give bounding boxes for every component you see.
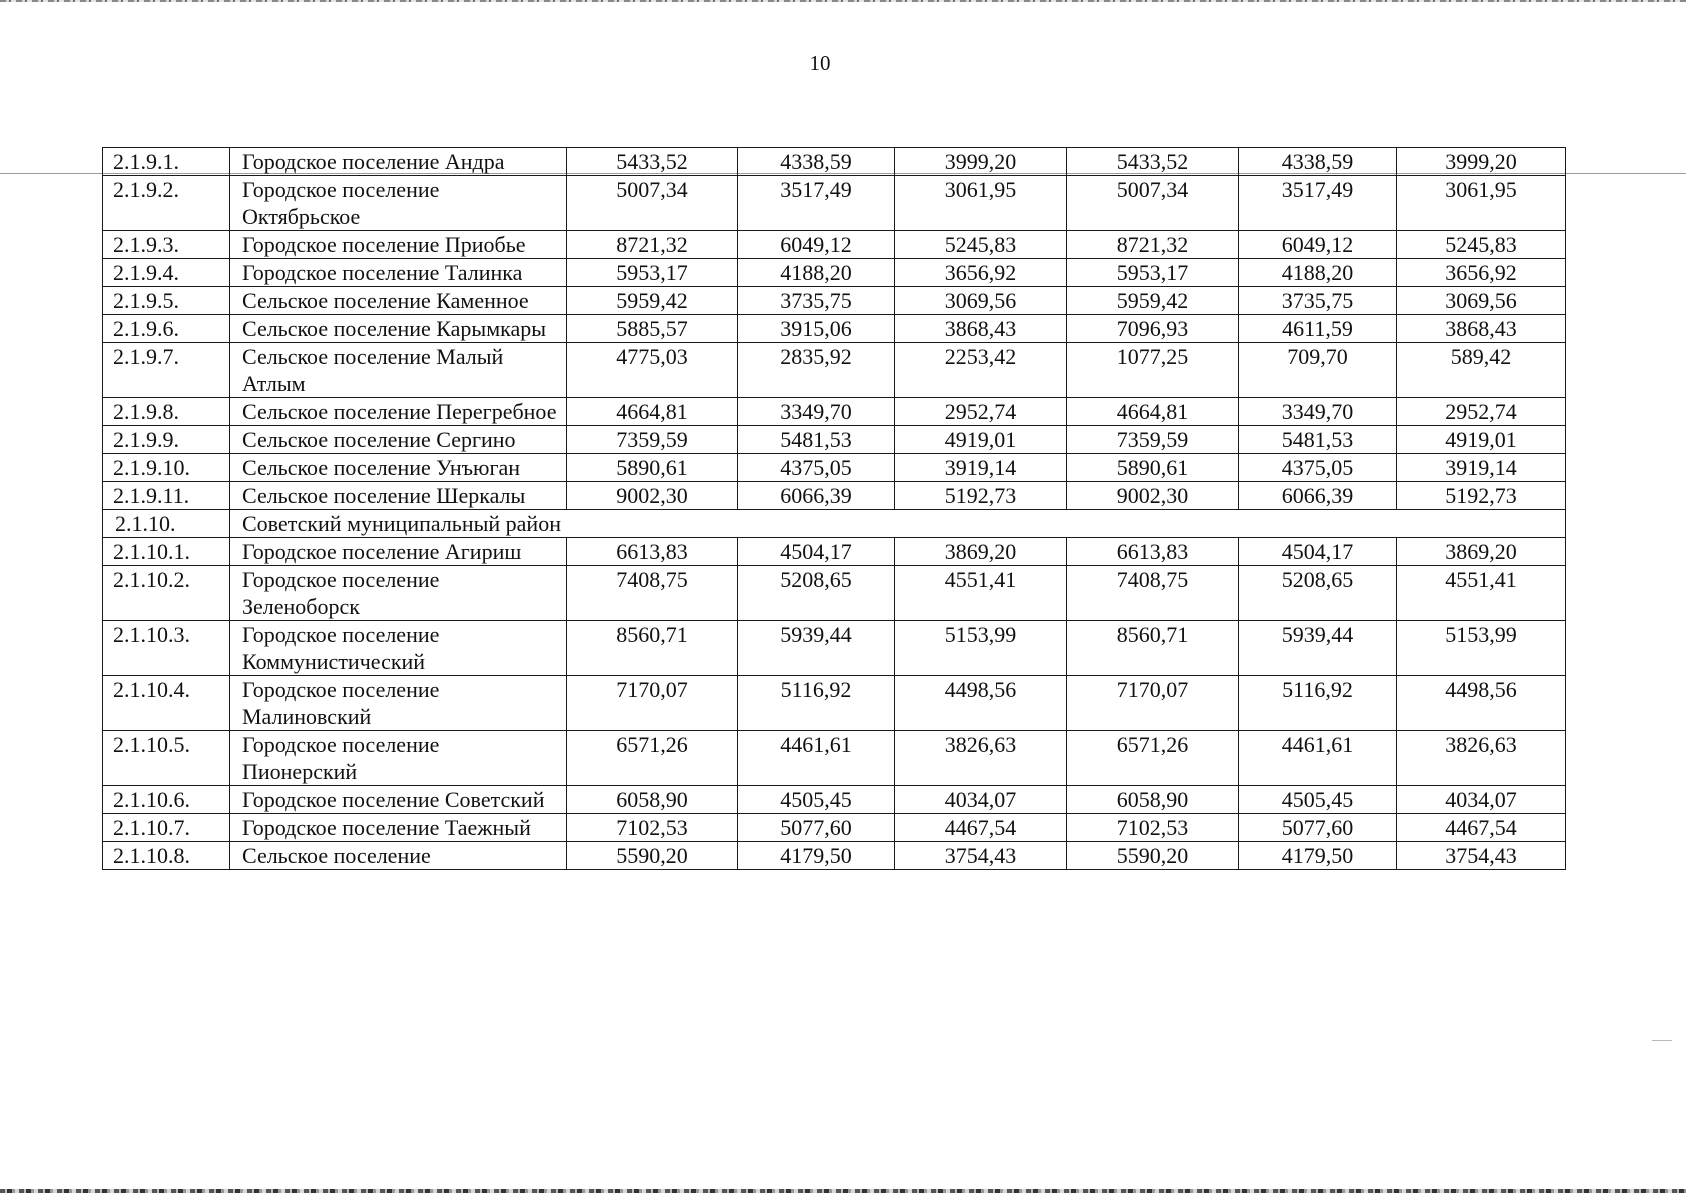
row-code: 2.1.9.10. [103,454,230,482]
settlement-name: Сельское поселение Унъюган [230,454,567,482]
settlement-name: Сельское поселение Карымкары [230,315,567,343]
value-cell: 5192,73 [1397,482,1566,510]
value-cell: 5890,61 [1067,454,1239,482]
value-cell: 7102,53 [567,814,738,842]
value-cell: 5245,83 [1397,231,1566,259]
value-cell: 3735,75 [1239,287,1397,315]
value-cell: 4504,17 [738,538,895,566]
row-code: 2.1.9.1. [103,148,230,176]
row-code: 2.1.9.4. [103,259,230,287]
table-row [103,398,1566,426]
value-cell: 5192,73 [895,482,1067,510]
page-number: 10 [809,51,831,75]
value-cell: 5153,99 [1397,621,1566,676]
value-cell: 5590,20 [567,842,738,870]
value-cell: 9002,30 [567,482,738,510]
value-cell: 2253,42 [895,343,1067,398]
value-cell: 6613,83 [567,538,738,566]
value-cell: 3915,06 [738,315,895,343]
value-cell: 6049,12 [1239,231,1397,259]
value-cell: 4461,61 [1239,731,1397,786]
table-row [103,482,1566,510]
value-cell: 7096,93 [1067,315,1239,343]
data-table [102,147,1566,870]
table-row [103,842,1566,870]
value-cell: 5116,92 [738,676,895,731]
settlement-name: Городское поселение Андра [230,148,567,176]
table-row [103,731,1566,786]
value-cell: 6049,12 [738,231,895,259]
row-code: 2.1.10.7. [103,814,230,842]
settlement-name: Городское поселение Таежный [230,814,567,842]
value-cell: 8721,32 [1067,231,1239,259]
value-cell: 4461,61 [738,731,895,786]
value-cell: 4919,01 [1397,426,1566,454]
row-code: 2.1.10.5. [103,731,230,786]
value-cell: 3517,49 [738,176,895,231]
settlement-name: Городское поселение Пионерский [230,731,567,786]
value-cell: 4467,54 [1397,814,1566,842]
row-code: 2.1.10.4. [103,676,230,731]
value-cell: 3869,20 [895,538,1067,566]
value-cell: 5007,34 [1067,176,1239,231]
table-row [103,814,1566,842]
value-cell: 4505,45 [738,786,895,814]
value-cell: 6066,39 [1239,482,1397,510]
value-cell: 5153,99 [895,621,1067,676]
value-cell: 5939,44 [1239,621,1397,676]
settlement-name: Сельское поселение Перегребное [230,398,567,426]
value-cell: 3868,43 [895,315,1067,343]
value-cell: 7170,07 [1067,676,1239,731]
value-cell: 3061,95 [895,176,1067,231]
table-row [103,676,1566,731]
value-cell: 4551,41 [895,566,1067,621]
row-code: 2.1.9.7. [103,343,230,398]
value-cell: 7408,75 [567,566,738,621]
value-cell: 5077,60 [1239,814,1397,842]
value-cell: 4338,59 [738,148,895,176]
row-code: 2.1.9.6. [103,315,230,343]
settlement-name: Городское поселение Агириш [230,538,567,566]
value-cell: 7102,53 [1067,814,1239,842]
settlement-name: Городское поселение Зеленоборск [230,566,567,621]
value-cell: 4179,50 [1239,842,1397,870]
value-cell: 5590,20 [1067,842,1239,870]
value-cell: 5433,52 [567,148,738,176]
settlement-name: Городское поселение Коммунистический [230,621,567,676]
row-code: 2.1.9.9. [103,426,230,454]
table-row [103,566,1566,621]
value-cell: 4505,45 [1239,786,1397,814]
row-code: 2.1.9.3. [103,231,230,259]
section-title: Советский муниципальный район [230,510,1566,538]
value-cell: 5481,53 [1239,426,1397,454]
settlement-name: Городское поселение Талинка [230,259,567,287]
table-row [103,176,1566,231]
value-cell: 4919,01 [895,426,1067,454]
row-code: 2.1.9.11. [103,482,230,510]
value-cell: 3656,92 [1397,259,1566,287]
settlement-name: Сельское поселение Сергино [230,426,567,454]
value-cell: 4498,56 [1397,676,1566,731]
value-cell: 5885,57 [567,315,738,343]
value-cell: 3999,20 [1397,148,1566,176]
section-row [103,510,1566,538]
value-cell: 4034,07 [1397,786,1566,814]
value-cell: 4664,81 [567,398,738,426]
value-cell: 3349,70 [738,398,895,426]
row-code: 2.1.9.2. [103,176,230,231]
value-cell: 5245,83 [895,231,1067,259]
settlement-name: Сельское поселение Малый Атлым [230,343,567,398]
settlement-name: Сельское поселение Шеркалы [230,482,567,510]
value-cell: 5890,61 [567,454,738,482]
value-cell: 4775,03 [567,343,738,398]
value-cell: 4188,20 [1239,259,1397,287]
table-row [103,148,1566,176]
table-row [103,343,1566,398]
value-cell: 1077,25 [1067,343,1239,398]
row-code: 2.1.10.2. [103,566,230,621]
value-cell: 3069,56 [895,287,1067,315]
value-cell: 5208,65 [1239,566,1397,621]
value-cell: 6066,39 [738,482,895,510]
table-row [103,231,1566,259]
table-row [103,259,1566,287]
value-cell: 2952,74 [1397,398,1566,426]
value-cell: 3061,95 [1397,176,1566,231]
scan-edge-bottom [0,1189,1686,1193]
table-row [103,621,1566,676]
value-cell: 4375,05 [738,454,895,482]
row-code: 2.1.10.8. [103,842,230,870]
row-code: 2.1.10.6. [103,786,230,814]
section-code: 2.1.10. [103,510,230,538]
value-cell: 3868,43 [1397,315,1566,343]
value-cell: 4034,07 [895,786,1067,814]
value-cell: 4551,41 [1397,566,1566,621]
value-cell: 589,42 [1397,343,1566,398]
value-cell: 3754,43 [895,842,1067,870]
settlement-name: Городское поселение Советский [230,786,567,814]
value-cell: 5077,60 [738,814,895,842]
value-cell: 5953,17 [567,259,738,287]
value-cell: 7408,75 [1067,566,1239,621]
value-cell: 3069,56 [1397,287,1566,315]
settlement-name: Сельское поселение Каменное [230,287,567,315]
value-cell: 7170,07 [567,676,738,731]
table-row [103,454,1566,482]
settlement-name: Сельское поселение [230,842,567,870]
value-cell: 4375,05 [1239,454,1397,482]
value-cell: 5953,17 [1067,259,1239,287]
table-row [103,538,1566,566]
value-cell: 6058,90 [1067,786,1239,814]
table-row [103,287,1566,315]
value-cell: 3826,63 [1397,731,1566,786]
value-cell: 8560,71 [567,621,738,676]
table-row [103,315,1566,343]
value-cell: 3349,70 [1239,398,1397,426]
row-code: 2.1.9.5. [103,287,230,315]
value-cell: 3826,63 [895,731,1067,786]
value-cell: 5939,44 [738,621,895,676]
value-cell: 3919,14 [1397,454,1566,482]
row-code: 2.1.10.1. [103,538,230,566]
value-cell: 3735,75 [738,287,895,315]
value-cell: 5959,42 [1067,287,1239,315]
value-cell: 5208,65 [738,566,895,621]
value-cell: 5116,92 [1239,676,1397,731]
value-cell: 6613,83 [1067,538,1239,566]
value-cell: 5433,52 [1067,148,1239,176]
table-row [103,426,1566,454]
value-cell: 2835,92 [738,343,895,398]
settlement-name: Городское поселение Приобье [230,231,567,259]
settlement-name: Городское поселение Малиновский [230,676,567,731]
row-code: 2.1.9.8. [103,398,230,426]
value-cell: 4188,20 [738,259,895,287]
value-cell: 5959,42 [567,287,738,315]
value-cell: 4504,17 [1239,538,1397,566]
value-cell: 4664,81 [1067,398,1239,426]
value-cell: 5481,53 [738,426,895,454]
value-cell: 4498,56 [895,676,1067,731]
value-cell: 4179,50 [738,842,895,870]
value-cell: 4611,59 [1239,315,1397,343]
settlement-name: Городское поселение Октябрьское [230,176,567,231]
value-cell: 3517,49 [1239,176,1397,231]
scan-edge-top [0,0,1686,2]
value-cell: 3999,20 [895,148,1067,176]
value-cell: 6571,26 [567,731,738,786]
value-cell: 9002,30 [1067,482,1239,510]
value-cell: 3754,43 [1397,842,1566,870]
scan-edge-mark [1652,1040,1672,1041]
value-cell: 3656,92 [895,259,1067,287]
value-cell: 5007,34 [567,176,738,231]
value-cell: 4338,59 [1239,148,1397,176]
value-cell: 8560,71 [1067,621,1239,676]
row-code: 2.1.10.3. [103,621,230,676]
value-cell: 6571,26 [1067,731,1239,786]
table-row [103,786,1566,814]
value-cell: 709,70 [1239,343,1397,398]
value-cell: 3869,20 [1397,538,1566,566]
value-cell: 8721,32 [567,231,738,259]
value-cell: 4467,54 [895,814,1067,842]
value-cell: 3919,14 [895,454,1067,482]
value-cell: 2952,74 [895,398,1067,426]
value-cell: 7359,59 [567,426,738,454]
value-cell: 6058,90 [567,786,738,814]
value-cell: 7359,59 [1067,426,1239,454]
